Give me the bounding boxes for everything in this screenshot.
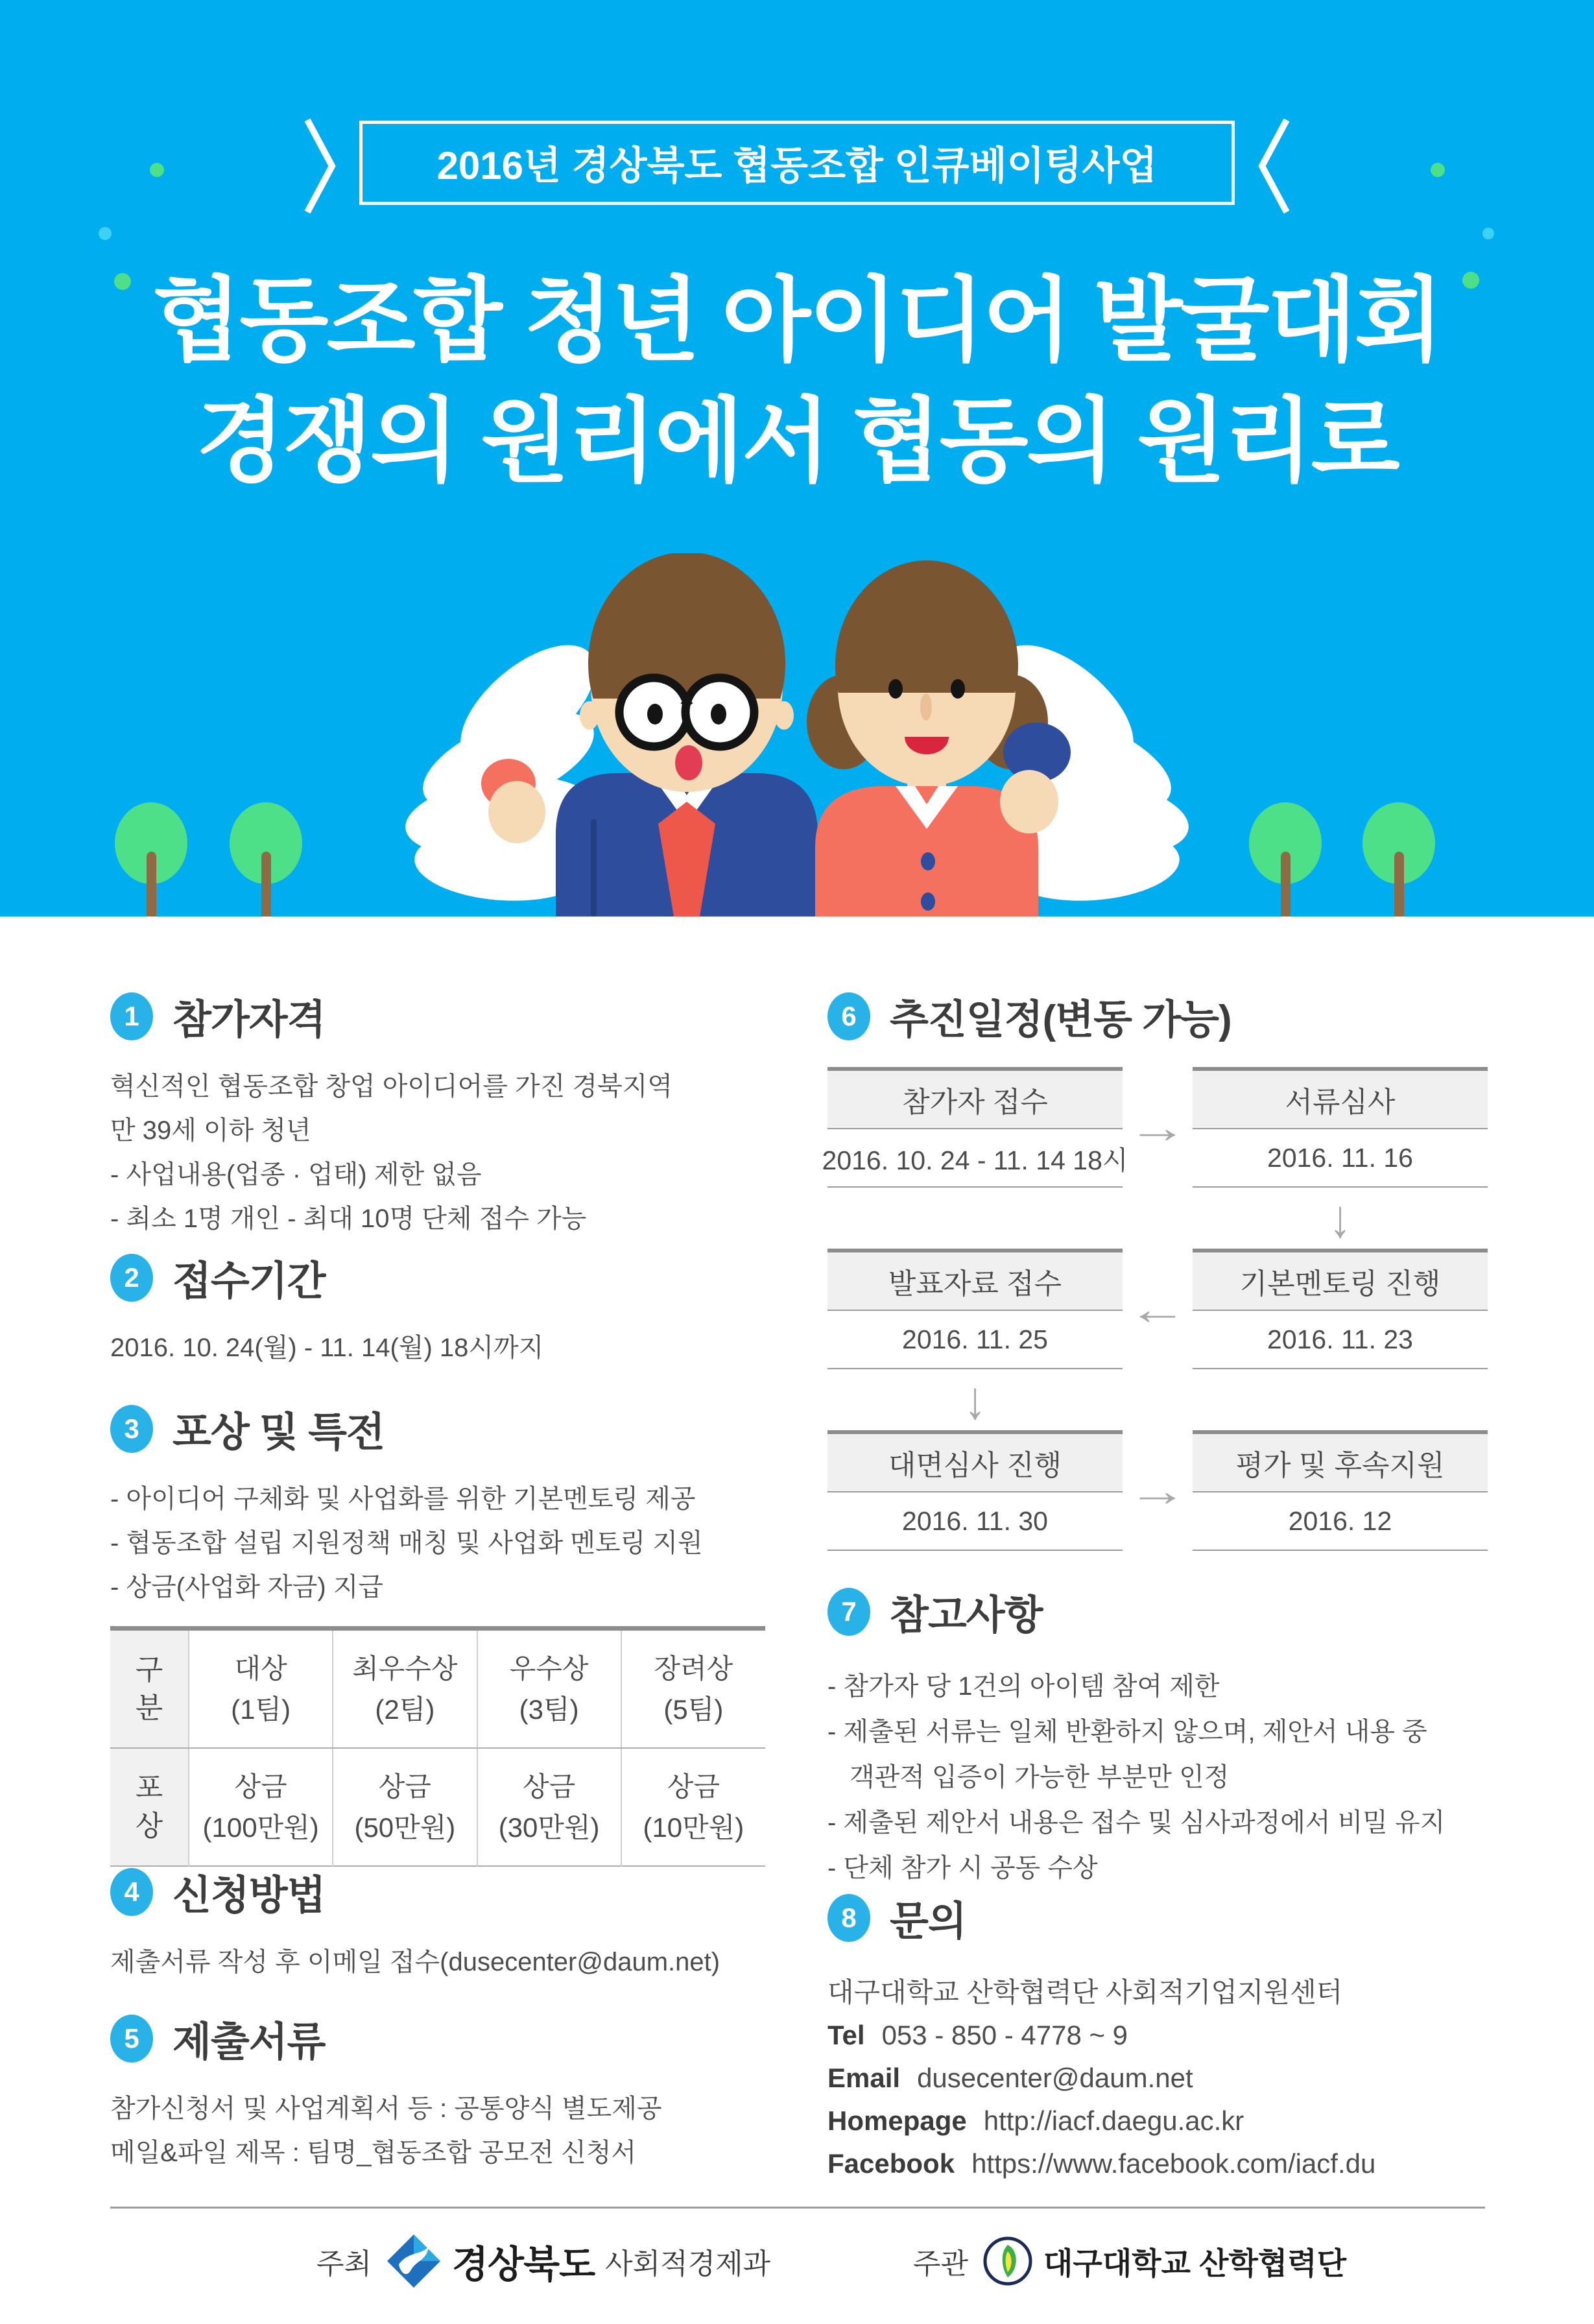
- tree-icon: [230, 802, 302, 916]
- section-number-badge: 3: [110, 1405, 153, 1453]
- schedule-step: 기본멘토링 진행 2016. 11. 23: [1193, 1249, 1488, 1369]
- body-line: - 협동조합 설립 지원정책 매칭 및 사업화 멘토링 지원: [110, 1529, 703, 1557]
- ribbon-tail-right-icon: [1257, 116, 1291, 216]
- body-line: 메일&파일 제목 : 팀명_협동조합 공모전 신청서: [110, 2138, 637, 2167]
- section-contact: [827, 1889, 1489, 2185]
- section-number-badge: 2: [110, 1254, 153, 1302]
- dot-icon: [1482, 228, 1494, 239]
- contact-tel: Tel 053 - 850 - 4778 ~ 9: [827, 2020, 1128, 2050]
- footer-divider: [110, 2207, 1485, 2209]
- boy-character: [556, 552, 818, 916]
- hero-banner: [0, 0, 1594, 916]
- arrow-down-icon: ↓: [964, 1369, 986, 1430]
- arrow-left-icon: ←: [1127, 1285, 1188, 1333]
- body-line: 혁신적인 협동조합 창업 아이디어를 가진 경북지역: [110, 1072, 673, 1101]
- section-schedule: [822, 987, 1489, 1551]
- table-cell: 최우수상 (2팀): [333, 1629, 477, 1749]
- host-department: 사회적경제과: [605, 2248, 771, 2280]
- schedule-step: 서류심사 2016. 11. 16: [1193, 1067, 1488, 1188]
- ribbon-tail-left-icon: [303, 116, 337, 216]
- section-documents: [110, 2009, 765, 2175]
- dot-icon: [99, 227, 112, 240]
- body-line: - 단체 참가 시 공동 수상: [827, 1854, 1098, 1882]
- dot-icon: [114, 273, 131, 290]
- section-number-badge: 1: [110, 992, 153, 1040]
- body-line: - 상금(사업화 자금) 지급: [110, 1573, 384, 1601]
- arrow-right-icon: →: [1127, 1103, 1188, 1151]
- body-line: - 제출된 제안서 내용은 접수 및 심사과정에서 비밀 유지: [827, 1808, 1445, 1837]
- tree-icon: [115, 802, 187, 916]
- footer-host: [316, 2230, 770, 2292]
- dot-icon: [150, 163, 164, 177]
- section-title: 참가자격: [172, 998, 326, 1042]
- main-title-line2: 경쟁의 원리에서 협동의 원리로: [196, 390, 1398, 493]
- table-cell: 상금 (30만원): [477, 1748, 621, 1866]
- body-line: 만 39세 이하 청년: [110, 1116, 311, 1145]
- contact-organization: 대구대학교 산학협력단 사회적기업지원센터: [827, 1977, 1343, 2007]
- section-number-badge: 5: [110, 2015, 153, 2063]
- table-cell: 상금 (10만원): [621, 1748, 765, 1866]
- table-cell: 상금 (100만원): [189, 1748, 333, 1866]
- section-period: [110, 1249, 765, 1370]
- contact-facebook: Facebook https://www.facebook.com/iacf.du: [827, 2148, 1376, 2179]
- section-title: 신청방법: [172, 1873, 326, 1918]
- schedule-step: 대면심사 진행 2016. 11. 30: [827, 1430, 1123, 1551]
- contact-homepage: Homepage http://iacf.daegu.ac.kr: [827, 2105, 1244, 2136]
- section-number-badge: 6: [827, 992, 870, 1040]
- section-title: 접수기간: [172, 1259, 326, 1304]
- body-line: 객관적 입증이 가능한 부분만 인정: [850, 1763, 1230, 1791]
- organizer-name: 대구대학교 산학협력단: [1043, 2246, 1347, 2281]
- body-line: 제출서류 작성 후 이메일 접수(dusecenter@daum.net): [110, 1948, 720, 1976]
- arrow-down-icon: ↓: [1329, 1188, 1351, 1249]
- schedule-flow: [822, 1067, 1489, 1551]
- contact-email: Email dusecenter@daum.net: [827, 2063, 1193, 2093]
- table-cell: 장려상 (5팀): [621, 1629, 765, 1749]
- ribbon-banner: [359, 121, 1235, 205]
- dot-icon: [1462, 272, 1479, 289]
- table-cell: 대상 (1팀): [189, 1629, 333, 1749]
- body-line: 참가신청서 및 사업계획서 등 : 공통양식 별도제공: [110, 2094, 662, 2123]
- daegu-university-logo: [982, 2236, 1033, 2286]
- section-eligibility: [110, 987, 765, 1241]
- body-line: - 사업내용(업종 · 업태) 제한 없음: [110, 1160, 482, 1189]
- gyeongbuk-logo: [386, 2233, 442, 2289]
- section-title: 포상 및 특전: [172, 1410, 385, 1455]
- characters-illustration: [363, 492, 1231, 916]
- host-name: 경상북도: [452, 2244, 595, 2286]
- ribbon-title: 2016년 경상북도 협동조합 인큐베이팅사업: [436, 144, 1158, 187]
- section-title: 참고사항: [890, 1593, 1043, 1638]
- section-application: [110, 1863, 765, 1984]
- schedule-step: 참가자 접수 2016. 10. 24 - 11. 14 18시: [827, 1067, 1123, 1188]
- main-title-line1: 협동조합 청년 아이디어 발굴대회: [152, 269, 1442, 372]
- table-cell: 우수상 (3팀): [477, 1629, 621, 1749]
- section-title: 추진일정(변동 가능): [890, 998, 1231, 1042]
- section-prizes: [110, 1400, 765, 1867]
- tree-icon: [1249, 802, 1322, 916]
- section-title: 제출서류: [172, 2020, 326, 2065]
- table-header-cell: 포상: [110, 1748, 189, 1866]
- schedule-step: 발표자료 접수 2016. 11. 25: [827, 1249, 1123, 1369]
- tree-icon: [1362, 802, 1435, 916]
- section-number-badge: 8: [827, 1894, 870, 1942]
- host-label: 주최: [316, 2248, 372, 2280]
- section-number-badge: 4: [110, 1868, 153, 1916]
- body-line: - 제출된 서류는 일체 반환하지 않으며, 제안서 내용 중: [827, 1718, 1427, 1746]
- section-notes: [827, 1583, 1489, 1891]
- table-cell: 상금 (50만원): [333, 1748, 477, 1866]
- footer-organizer: [913, 2230, 1346, 2292]
- body-line: - 아이디어 구체화 및 사업화를 위한 기본멘토링 제공: [110, 1485, 696, 1513]
- body-line: - 참가자 당 1건의 아이템 참여 제한: [827, 1672, 1220, 1701]
- section-title: 문의: [890, 1899, 966, 1944]
- arrow-right-icon: →: [1127, 1467, 1188, 1515]
- body-line: - 최소 1명 개인 - 최대 10명 단체 접수 가능: [110, 1204, 587, 1233]
- dot-icon: [1431, 163, 1445, 177]
- section-number-badge: 7: [827, 1588, 870, 1636]
- table-header-cell: 구분: [110, 1629, 189, 1749]
- body-line: 2016. 10. 24(월) - 11. 14(월) 18시까지: [110, 1334, 544, 1362]
- schedule-step: 평가 및 후속지원 2016. 12: [1193, 1430, 1488, 1551]
- prize-table: [110, 1626, 765, 1867]
- organizer-label: 주관: [913, 2248, 969, 2280]
